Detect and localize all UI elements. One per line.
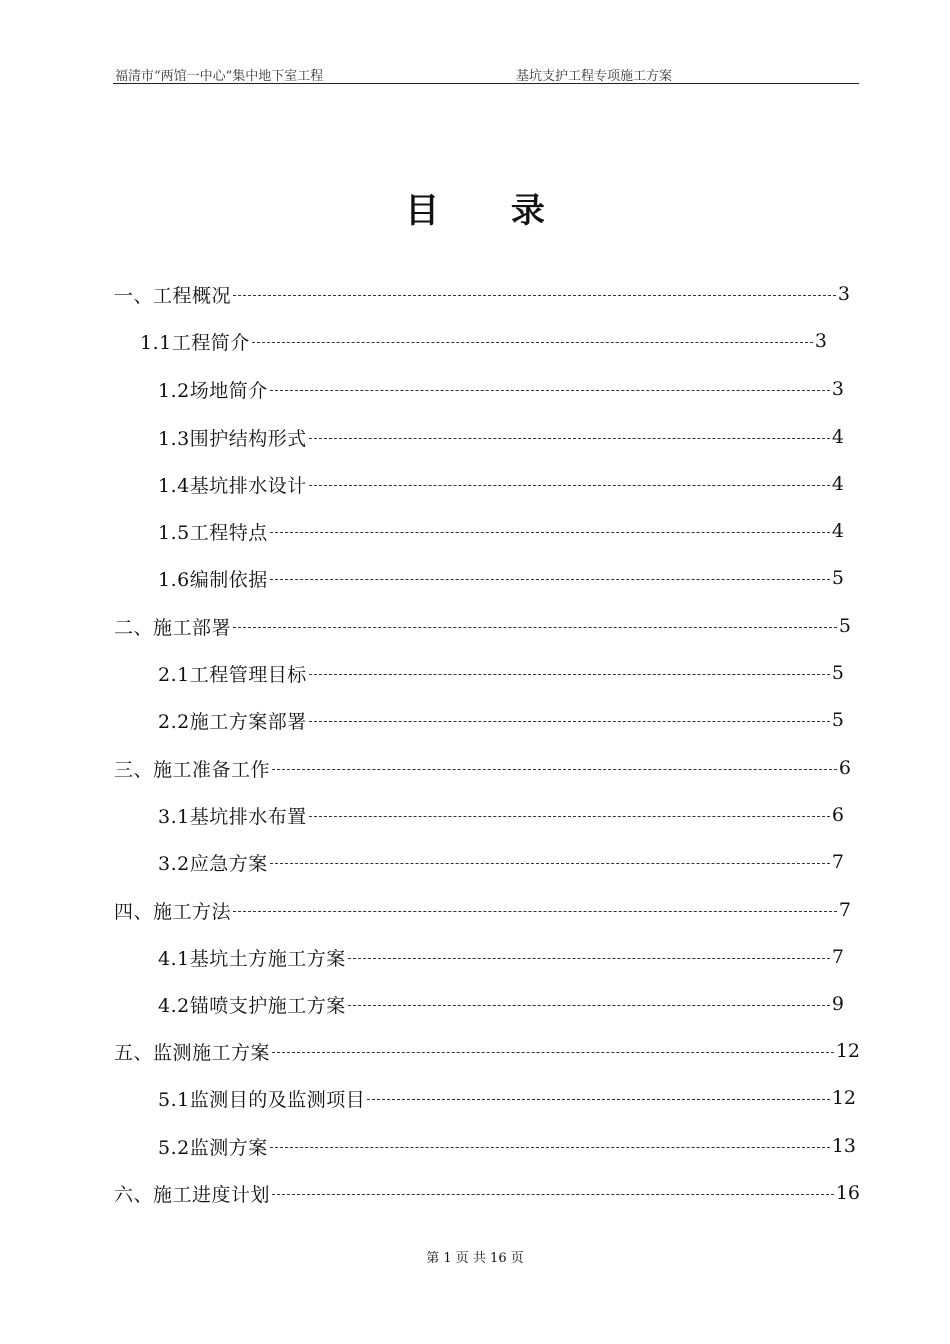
toc-page-number: 3: [831, 378, 844, 400]
toc-page-number: 13: [831, 1135, 856, 1157]
toc-entry-2-2[interactable]: [158, 707, 844, 733]
toc-label: 5.2监测方案: [158, 1136, 268, 1159]
toc-page-number: 5: [831, 709, 844, 731]
toc-label: 1.4基坑排水设计: [158, 474, 307, 497]
toc-leader: [348, 1005, 830, 1006]
toc-entry-4-2[interactable]: [158, 991, 844, 1017]
toc-leader: [270, 579, 830, 580]
toc-leader: [367, 1099, 830, 1100]
toc-label: 2.2施工方案部署: [158, 710, 307, 733]
toc-label: 1.6编制依据: [158, 568, 268, 591]
toc-entry-1-5[interactable]: [158, 518, 844, 544]
toc-leader: [233, 295, 836, 296]
toc-label: 4.2锚喷支护施工方案: [158, 994, 346, 1017]
toc-page-number: 4: [831, 520, 844, 542]
toc-entry-5[interactable]: [114, 1038, 860, 1064]
page-title: 目 录: [405, 191, 575, 231]
toc-leader: [270, 532, 830, 533]
toc-leader: [233, 627, 837, 628]
toc-page-number: 9: [831, 993, 844, 1015]
toc-leader: [309, 721, 830, 722]
toc-page-number: 6: [831, 804, 844, 826]
toc-label: 四、施工方法: [114, 900, 232, 923]
toc-label: 1.5工程特点: [158, 521, 268, 544]
toc-entry-2-1[interactable]: [158, 660, 844, 686]
toc-page-number: 5: [831, 662, 844, 684]
toc-entry-1-1[interactable]: [140, 328, 827, 354]
toc-label: 5.1监测目的及监测项目: [158, 1088, 366, 1111]
toc-label: 1.3围护结构形式: [158, 427, 307, 450]
toc-label: 一、工程概况: [114, 284, 232, 307]
toc-leader: [309, 816, 830, 817]
toc-leader: [309, 674, 830, 675]
toc-page-number: 3: [814, 330, 827, 352]
toc-entry-3-2[interactable]: [158, 849, 844, 875]
toc-leader: [270, 863, 830, 864]
toc-leader: [272, 1194, 834, 1195]
toc-page-number: 5: [838, 615, 851, 637]
toc-label: 2.1工程管理目标: [158, 663, 307, 686]
toc-page-number: 12: [835, 1040, 860, 1062]
toc-label: 3.2应急方案: [158, 852, 268, 875]
toc-leader: [309, 438, 830, 439]
toc-entry-1-6[interactable]: [158, 565, 844, 591]
toc-entry-5-2[interactable]: [158, 1133, 856, 1159]
toc-label: 三、施工准备工作: [114, 758, 271, 781]
toc-entry-1-3[interactable]: [158, 424, 844, 450]
toc-leader: [270, 390, 830, 391]
toc-page-number: 5: [831, 567, 844, 589]
toc-label: 六、施工进度计划: [114, 1183, 271, 1206]
toc-page-number: 7: [838, 899, 851, 921]
toc-page-number: 12: [831, 1087, 856, 1109]
toc-page-number: 3: [837, 283, 850, 305]
page-footer: 第 1 页 共 16 页: [426, 1251, 524, 1266]
toc-entry-4-1[interactable]: [158, 944, 844, 970]
toc-leader: [252, 342, 813, 343]
toc-entry-3[interactable]: [114, 755, 851, 781]
toc-leader: [270, 1147, 830, 1148]
header-document-name: 基坑支护工程专项施工方案: [516, 69, 673, 84]
toc-page-number: 7: [831, 946, 844, 968]
toc-entry-1-2[interactable]: [158, 376, 844, 402]
toc-page-number: 7: [831, 851, 844, 873]
toc-page-number: 4: [831, 426, 844, 448]
toc-leader: [309, 485, 830, 486]
toc-page-number: 16: [835, 1182, 860, 1204]
toc-label: 二、施工部署: [114, 616, 232, 639]
toc-page-number: 4: [831, 473, 844, 495]
toc-label: 1.1工程简介: [140, 331, 250, 354]
toc-entry-3-1[interactable]: [158, 802, 844, 828]
toc-entry-6[interactable]: [114, 1180, 860, 1206]
toc-leader: [272, 769, 837, 770]
toc-entry-4[interactable]: [114, 897, 851, 923]
toc-entry-1-4[interactable]: [158, 471, 844, 497]
header-project-name: 福清市“两馆一中心”集中地下室工程: [115, 69, 324, 84]
toc-label: 五、监测施工方案: [114, 1041, 271, 1064]
toc-label: 3.1基坑排水布置: [158, 805, 307, 828]
toc-leader: [272, 1052, 834, 1053]
toc-label: 1.2场地简介: [158, 379, 268, 402]
page-header: [113, 63, 859, 84]
toc-entry-2[interactable]: [114, 613, 851, 639]
toc-leader: [348, 958, 830, 959]
toc-entry-5-1[interactable]: [158, 1085, 856, 1111]
toc-page-number: 6: [838, 757, 851, 779]
toc-leader: [233, 911, 837, 912]
toc-entry-1[interactable]: [114, 281, 850, 307]
toc-label: 4.1基坑土方施工方案: [158, 947, 346, 970]
